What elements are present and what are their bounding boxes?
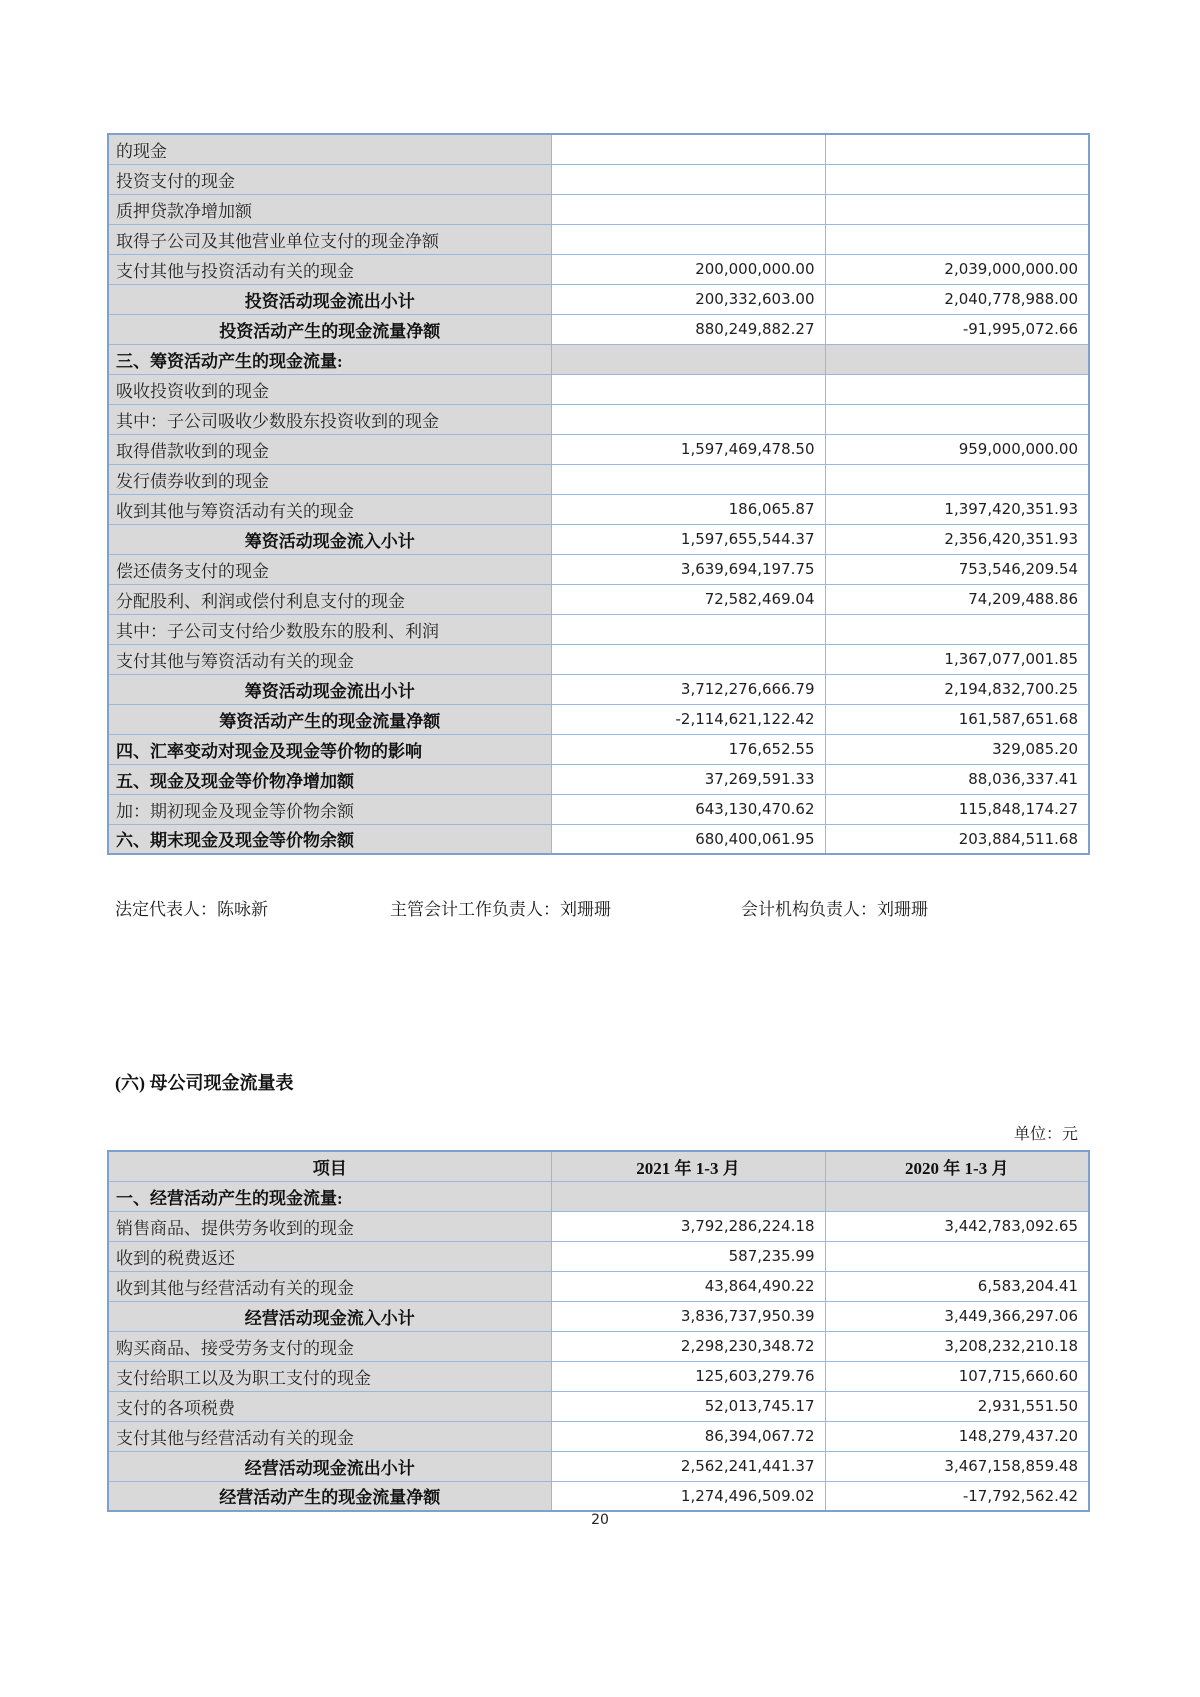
table-row xyxy=(108,194,1089,224)
value-cell-2021 xyxy=(551,164,825,194)
value-cell-2020 xyxy=(825,344,1089,374)
value-cell-2021 xyxy=(551,344,825,374)
table-row xyxy=(108,1421,1089,1451)
item-label-cell: 一、经营活动产生的现金流量: xyxy=(108,1181,551,1211)
value-cell-2021: 2,298,230,348.72 xyxy=(551,1331,825,1361)
item-label-cell: 取得借款收到的现金 xyxy=(108,434,551,464)
value-cell-2021: 1,597,469,478.50 xyxy=(551,434,825,464)
value-cell-2021: 643,130,470.62 xyxy=(551,794,825,824)
table-row xyxy=(108,284,1089,314)
table-row xyxy=(108,1271,1089,1301)
item-label-cell: 支付其他与筹资活动有关的现金 xyxy=(108,644,551,674)
table-row xyxy=(108,1451,1089,1481)
value-cell-2020: 6,583,204.41 xyxy=(825,1271,1089,1301)
value-cell-2021: 37,269,591.33 xyxy=(551,764,825,794)
value-cell-2020: 74,209,488.86 xyxy=(825,584,1089,614)
item-label-cell: 收到的税费返还 xyxy=(108,1241,551,1271)
item-label-cell: 质押贷款净增加额 xyxy=(108,194,551,224)
item-label-cell: 支付其他与经营活动有关的现金 xyxy=(108,1421,551,1451)
table-row xyxy=(108,1181,1089,1211)
item-label-cell: 偿还债务支付的现金 xyxy=(108,554,551,584)
section-title: (六) 母公司现金流量表 xyxy=(115,1073,294,1093)
item-label-cell: 经营活动产生的现金流量净额 xyxy=(108,1481,551,1511)
value-cell-2020: 203,884,511.68 xyxy=(825,824,1089,854)
value-cell-2020: 3,442,783,092.65 xyxy=(825,1211,1089,1241)
value-cell-2020: 2,931,551.50 xyxy=(825,1391,1089,1421)
unit-label: 单位：元 xyxy=(1013,1126,1078,1143)
table-row xyxy=(108,224,1089,254)
item-label-cell: 经营活动现金流出小计 xyxy=(108,1451,551,1481)
table-row xyxy=(108,254,1089,284)
value-cell-2020 xyxy=(825,614,1089,644)
table-row xyxy=(108,344,1089,374)
table-row xyxy=(108,464,1089,494)
table-row xyxy=(108,584,1089,614)
document-page-content xyxy=(107,0,1088,1512)
table-row xyxy=(108,824,1089,854)
value-cell-2021 xyxy=(551,614,825,644)
value-cell-2021 xyxy=(551,134,825,164)
value-cell-2021 xyxy=(551,464,825,494)
value-cell-2021: 3,792,286,224.18 xyxy=(551,1211,825,1241)
value-cell-2021 xyxy=(551,374,825,404)
table-row xyxy=(108,1331,1089,1361)
value-cell-2020: 2,194,832,700.25 xyxy=(825,674,1089,704)
table-row xyxy=(108,764,1089,794)
item-label-cell: 三、筹资活动产生的现金流量: xyxy=(108,344,551,374)
value-cell-2021: 186,065.87 xyxy=(551,494,825,524)
table-row xyxy=(108,314,1089,344)
item-label-cell: 销售商品、提供劳务收到的现金 xyxy=(108,1211,551,1241)
table-row xyxy=(108,374,1089,404)
item-label-cell: 支付的各项税费 xyxy=(108,1391,551,1421)
table-row xyxy=(108,404,1089,434)
chief-accountant-signature: 主管会计工作负责人：刘珊珊 xyxy=(390,900,611,919)
table-row xyxy=(108,614,1089,644)
value-cell-2020 xyxy=(825,224,1089,254)
value-cell-2020: 1,367,077,001.85 xyxy=(825,644,1089,674)
value-cell-2020: -91,995,072.66 xyxy=(825,314,1089,344)
item-label-cell: 筹资活动现金流出小计 xyxy=(108,674,551,704)
value-cell-2020: -17,792,562.42 xyxy=(825,1481,1089,1511)
item-label-cell: 收到其他与筹资活动有关的现金 xyxy=(108,494,551,524)
table-row xyxy=(108,554,1089,584)
value-cell-2021: 72,582,469.04 xyxy=(551,584,825,614)
table-row xyxy=(108,164,1089,194)
value-cell-2020: 753,546,209.54 xyxy=(825,554,1089,584)
item-label-cell: 筹资活动产生的现金流量净额 xyxy=(108,704,551,734)
item-label-cell: 投资活动产生的现金流量净额 xyxy=(108,314,551,344)
value-cell-2021: 176,652.55 xyxy=(551,734,825,764)
value-cell-2020 xyxy=(825,404,1089,434)
table-header-row xyxy=(108,1151,1089,1181)
value-cell-2021: 1,597,655,544.37 xyxy=(551,524,825,554)
value-cell-2020: 3,208,232,210.18 xyxy=(825,1331,1089,1361)
value-cell-2020: 2,040,778,988.00 xyxy=(825,284,1089,314)
value-cell-2021: 880,249,882.27 xyxy=(551,314,825,344)
item-label-cell: 五、现金及现金等价物净增加额 xyxy=(108,764,551,794)
table-row xyxy=(108,1481,1089,1511)
item-label-cell: 的现金 xyxy=(108,134,551,164)
value-cell-2020 xyxy=(825,464,1089,494)
header-item: 项目 xyxy=(108,1151,551,1181)
value-cell-2020 xyxy=(825,374,1089,404)
item-label-cell: 支付其他与投资活动有关的现金 xyxy=(108,254,551,284)
item-label-cell: 投资支付的现金 xyxy=(108,164,551,194)
value-cell-2021: 52,013,745.17 xyxy=(551,1391,825,1421)
consolidated-cash-flow-table-body xyxy=(108,134,1089,854)
table-row xyxy=(108,794,1089,824)
value-cell-2021 xyxy=(551,224,825,254)
value-cell-2020 xyxy=(825,194,1089,224)
value-cell-2020: 3,467,158,859.48 xyxy=(825,1451,1089,1481)
value-cell-2020 xyxy=(825,134,1089,164)
item-label-cell: 经营活动现金流入小计 xyxy=(108,1301,551,1331)
item-label-cell: 投资活动现金流出小计 xyxy=(108,284,551,314)
table-row xyxy=(108,644,1089,674)
table-row xyxy=(108,524,1089,554)
parent-company-cash-flow-table-head xyxy=(108,1151,1089,1181)
signature-line xyxy=(107,895,1088,919)
table-row xyxy=(108,734,1089,764)
value-cell-2021: 125,603,279.76 xyxy=(551,1361,825,1391)
value-cell-2020: 3,449,366,297.06 xyxy=(825,1301,1089,1331)
value-cell-2021: 3,639,694,197.75 xyxy=(551,554,825,584)
item-label-cell: 六、期末现金及现金等价物余额 xyxy=(108,824,551,854)
table-row xyxy=(108,1361,1089,1391)
parent-company-cash-flow-table-body xyxy=(108,1181,1089,1511)
item-label-cell: 取得子公司及其他营业单位支付的现金净额 xyxy=(108,224,551,254)
value-cell-2020: 107,715,660.60 xyxy=(825,1361,1089,1391)
value-cell-2021: -2,114,621,122.42 xyxy=(551,704,825,734)
table-row xyxy=(108,674,1089,704)
table-row xyxy=(108,704,1089,734)
item-label-cell: 支付给职工以及为职工支付的现金 xyxy=(108,1361,551,1391)
value-cell-2020: 88,036,337.41 xyxy=(825,764,1089,794)
value-cell-2021 xyxy=(551,404,825,434)
item-label-cell: 加：期初现金及现金等价物余额 xyxy=(108,794,551,824)
table-row xyxy=(108,1241,1089,1271)
item-label-cell: 发行债券收到的现金 xyxy=(108,464,551,494)
value-cell-2021: 3,712,276,666.79 xyxy=(551,674,825,704)
value-cell-2021: 2,562,241,441.37 xyxy=(551,1451,825,1481)
header-period-2021: 2021 年 1-3 月 xyxy=(551,1151,825,1181)
value-cell-2020: 2,356,420,351.93 xyxy=(825,524,1089,554)
table-row xyxy=(108,134,1089,164)
value-cell-2021: 43,864,490.22 xyxy=(551,1271,825,1301)
item-label-cell: 其中：子公司支付给少数股东的股利、利润 xyxy=(108,614,551,644)
legal-representative-signature: 法定代表人：陈咏新 xyxy=(115,900,268,919)
table-row xyxy=(108,434,1089,464)
item-label-cell: 购买商品、接受劳务支付的现金 xyxy=(108,1331,551,1361)
table-row xyxy=(108,1211,1089,1241)
page-number: 20 xyxy=(591,1512,609,1528)
parent-company-cash-flow-table xyxy=(107,1150,1090,1512)
table-row xyxy=(108,494,1089,524)
value-cell-2021: 680,400,061.95 xyxy=(551,824,825,854)
value-cell-2021 xyxy=(551,194,825,224)
item-label-cell: 四、汇率变动对现金及现金等价物的影响 xyxy=(108,734,551,764)
value-cell-2021: 200,000,000.00 xyxy=(551,254,825,284)
value-cell-2021: 3,836,737,950.39 xyxy=(551,1301,825,1331)
value-cell-2020: 959,000,000.00 xyxy=(825,434,1089,464)
value-cell-2021: 200,332,603.00 xyxy=(551,284,825,314)
table-row xyxy=(108,1391,1089,1421)
item-label-cell: 其中：子公司吸收少数股东投资收到的现金 xyxy=(108,404,551,434)
value-cell-2020: 115,848,174.27 xyxy=(825,794,1089,824)
value-cell-2021 xyxy=(551,644,825,674)
value-cell-2021: 1,274,496,509.02 xyxy=(551,1481,825,1511)
item-label-cell: 分配股利、利润或偿付利息支付的现金 xyxy=(108,584,551,614)
item-label-cell: 收到其他与经营活动有关的现金 xyxy=(108,1271,551,1301)
value-cell-2020: 148,279,437.20 xyxy=(825,1421,1089,1451)
value-cell-2021: 587,235.99 xyxy=(551,1241,825,1271)
value-cell-2020: 2,039,000,000.00 xyxy=(825,254,1089,284)
accounting-head-signature: 会计机构负责人：刘珊珊 xyxy=(741,900,928,919)
value-cell-2020: 1,397,420,351.93 xyxy=(825,494,1089,524)
value-cell-2020: 329,085.20 xyxy=(825,734,1089,764)
value-cell-2020 xyxy=(825,1181,1089,1211)
table-row xyxy=(108,1301,1089,1331)
value-cell-2020 xyxy=(825,1241,1089,1271)
consolidated-cash-flow-table xyxy=(107,133,1090,855)
value-cell-2021 xyxy=(551,1181,825,1211)
header-period-2020: 2020 年 1-3 月 xyxy=(825,1151,1089,1181)
value-cell-2020 xyxy=(825,164,1089,194)
value-cell-2020: 161,587,651.68 xyxy=(825,704,1089,734)
item-label-cell: 吸收投资收到的现金 xyxy=(108,374,551,404)
value-cell-2021: 86,394,067.72 xyxy=(551,1421,825,1451)
item-label-cell: 筹资活动现金流入小计 xyxy=(108,524,551,554)
